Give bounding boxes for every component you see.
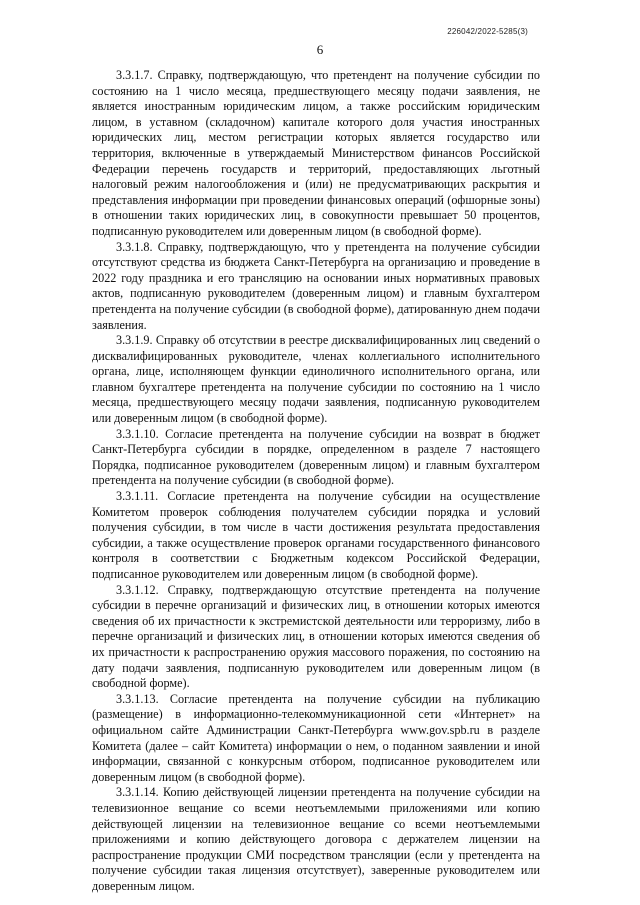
document-body	[92, 68, 540, 894]
paragraph-3-3-1-9: 3.3.1.9. Справку об отсутствии в реестре дисквалифицированных лиц сведений о дисквалифицированных руководителе, членах коллегиального исполнительного органа, лице, исполняющем функции единоличного исполнительного органа, или главном бухгалтере претендента на получение субсидии по состоянию на 1 число месяца, предшествующего месяцу подачи заявления, подписанную руководителем или доверенным лицом (в свободной форме).	[92, 333, 540, 426]
paragraph-3-3-1-8: 3.3.1.8. Справку, подтверждающую, что у претендента на получение субсидии отсутствуют средства из бюджета Санкт-Петербурга на организацию и проведение в 2022 году праздника и его трансляцию на основании иных нормативных правовых актов, подписанную руководителем (доверенным лицом) и главным бухгалтером претендента на получение субсидии (в свободной форме), датированную днем подачи заявления.	[92, 239, 540, 332]
paragraph-3-3-1-10: 3.3.1.10. Согласие претендента на получение субсидии на возврат в бюджет Санкт-Петербурга субсидии в порядке, определенном в разделе 7 настоящего Порядка, подписанное руководителем (доверенным лицом) и главным бухгалтером претендента на получение субсидии (в свободной форме).	[92, 426, 540, 488]
paragraph-3-3-1-11: 3.3.1.11. Согласие претендента на получение субсидии на осуществление Комитетом проверок соблюдения получателем субсидии порядка и условий получения субсидии, в том числе в части достижения результата предоставления субсидии, а также осуществление проверок органами государственного финансового контроля в соответствии с Бюджетным кодексом Российской Федерации, подписанное руководителем или доверенным лицом (в свободной форме).	[92, 489, 540, 581]
paragraph-3-3-1-12: 3.3.1.12. Справку, подтверждающую отсутствие претендента на получение субсидии в перечне организаций и физических лиц, в отношении которых имеются сведения об их причастности к экстремистской деятельности или терроризму, либо в перечне организаций и физических лиц, в отношении которых имеются сведения об их причастности к распространению оружия массового поражения, по состоянию на дату подачи заявления, подписанную руководителем или доверенным лицом (в свободной форме).	[92, 582, 540, 691]
paragraph-3-3-1-13: 3.3.1.13. Согласие претендента на получение субсидии на публикацию (размещение) в информационно-телекоммуникационной сети «Интернет» на официальном сайте Администрации Санкт-Петербурга www.gov.spb.ru в разделе Комитета (далее – сайт Комитета) информации о нем, о поданном заявлении и иной информации, связанной с конкурсным отбором, подписанное руководителем или доверенным лицом (в свободной форме).	[92, 691, 540, 784]
paragraph-3-3-1-14: 3.3.1.14. Копию действующей лицензии претендента на получение субсидии на телевизионное вещание со всеми неотъемлемыми приложениями или копию действующей лицензии на телевизионное вещание со всеми неотъемлемыми приложениями и копию действующего договора с держателем лицензии на распространение продукции СМИ посредством трансляции (если у претендента на получение субсидии такая лицензия отсутствует), заверенные руководителем или доверенным лицом.	[92, 785, 540, 893]
paragraph-3-3-1-7: 3.3.1.7. Справку, подтверждающую, что претендент на получение субсидии по состоянию на 1 число месяца, предшествующего месяцу подачи заявления, не является иностранным юридическим лицом, а также российским юридическим лицом, в уставном (складочном) капитале которого доля участия иностранных юридических лиц, местом регистрации которых является государство или территория, включенные в утверждаемый Министерством финансов Российской Федерации перечень государств и территорий, предоставляющих льготный налоговый режим налогообложения и (или) не предусматривающих раскрытия и представления информации при проведении финансовых операций (офшорные зоны) в отношении таких юридических лиц, в совокупности превышает 50 процентов, подписанную руководителем или доверенным лицом (в свободной форме).	[92, 68, 540, 238]
document-number: 226042/2022-5285(3)	[447, 27, 528, 36]
page-number: 6	[316, 42, 324, 57]
